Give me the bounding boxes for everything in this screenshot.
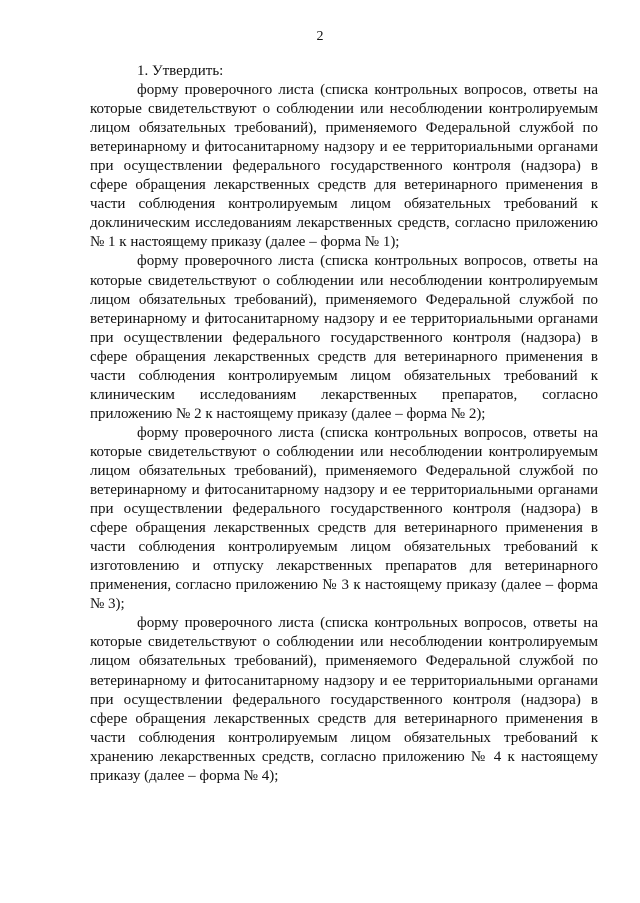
paragraph-form-4: форму проверочного листа (списка контрольных вопросов, ответы на которые свидетельствуют о соблюдении или несоблюдении контролируемым лицом обязательных требований), применяемого Федеральной службой по ветеринарному и фитосанитарному надзору и ее территориальными органами при осуществлении федерального государственного контроля (надзора) в сфере обращения лекарственных средств для ветеринарного применения в части соблюдения контролируемым лицом обязательных требований к хранению лекарственных средств, согласно приложению № 4 к настоящему приказу (далее – форма № 4); [90, 615, 598, 784]
paragraph-form-3: форму проверочного листа (списка контрольных вопросов, ответы на которые свидетельствуют о соблюдении или несоблюдении контролируемым лицом обязательных требований), применяемого Федеральной службой по ветеринарному и фитосанитарному надзору и ее территориальными органами при осуществлении федерального государственного контроля (надзора) в сфере обращения лекарственных средств для ветеринарного применения в части соблюдения контролируемым лицом обязательных требований к изготовлению и отпуску лекарственных препаратов для ветеринарного применения, согласно приложению № 3 к настоящему приказу (далее – форма № 3); [90, 424, 598, 613]
item-heading: 1. Утвердить: [137, 63, 224, 79]
paragraph-form-1: форму проверочного листа (списка контрольных вопросов, ответы на которые свидетельствуют о соблюдении или несоблюдении контролируемым лицом обязательных требований), применяемого Федеральной службой по ветеринарному и фитосанитарному надзору и ее территориальными органами при осуществлении федерального государственного контроля (надзора) в сфере обращения лекарственных средств для ветеринарного применения в части соблюдения контролируемым лицом обязательных требований к доклиническим исследованиям лекарственных средств, согласно приложению № 1 к настоящему приказу (далее – форма № 1); [90, 82, 598, 251]
page-number: 2 [316, 29, 324, 44]
document-body [90, 62, 598, 786]
paragraph-form-2: форму проверочного листа (списка контрольных вопросов, ответы на которые свидетельствуют о соблюдении или несоблюдении контролируемым лицом обязательных требований), применяемого Федеральной службой по ветеринарному и фитосанитарному надзору и ее территориальными органами при осуществлении федерального государственного контроля (надзора) в сфере обращения лекарственных средств для ветеринарного применения в части соблюдения контролируемым лицом обязательных требований к клиническим исследованиям лекарственных препаратов, согласно приложению № 2 к настоящему приказу (далее – форма № 2); [90, 253, 598, 422]
